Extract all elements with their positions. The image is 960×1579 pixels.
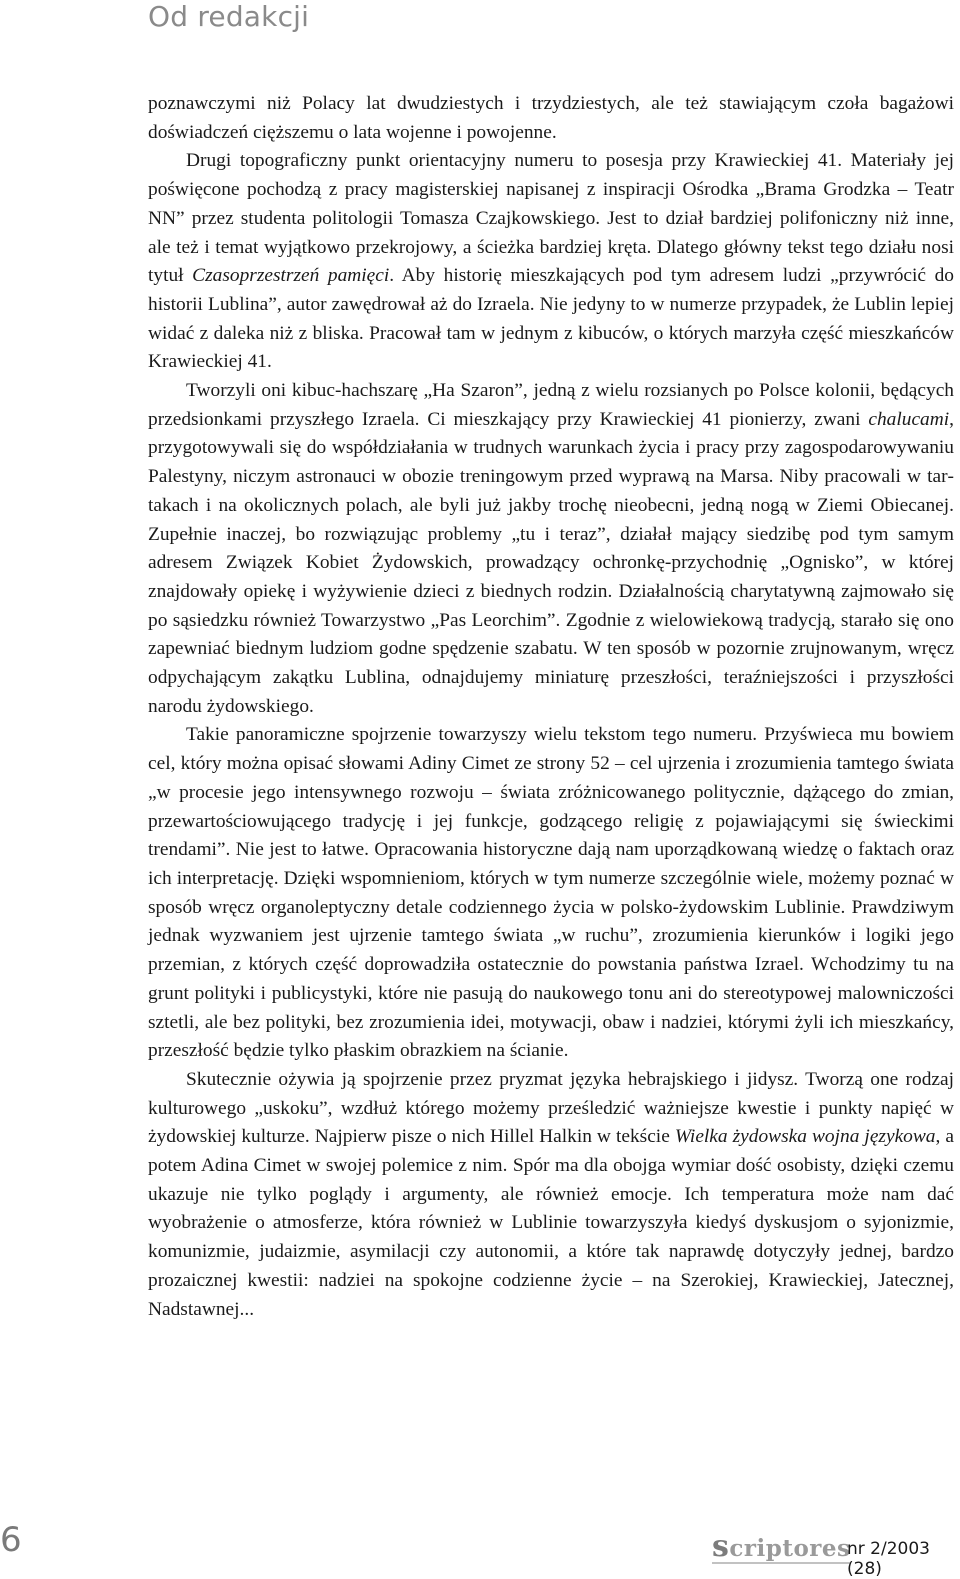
page-number: 6 bbox=[0, 1520, 22, 1560]
paragraph-1 bbox=[148, 90, 954, 147]
article-body bbox=[148, 90, 954, 1324]
paragraph-5-text-a: Skutecznie ożywia ją spojrzenie przez pryzmat języka hebrajskiego i jidysz. Tworzą one rodzaj kulturowego „uskoku”, wzdłuż którego możemy prześledzić ważniejsze kwestie i punkty napięć w żydowskiej kulturze. Najpierw pisze o nich Hillel Halkin w tekście bbox=[148, 1068, 954, 1148]
paragraph-5 bbox=[148, 1066, 954, 1324]
paragraph-3-italic-term: chalucami bbox=[868, 408, 950, 430]
paragraph-1-text: poznawczymi niż Polacy lat dwudziestych i trzydziestych, ale też stawiającym czoła bagażowi doświadczeń cięższemu o lata wojenne i powojenne. bbox=[148, 93, 954, 143]
paragraph-2 bbox=[148, 147, 954, 377]
paragraph-3 bbox=[148, 377, 954, 721]
scriptores-logo bbox=[712, 1529, 851, 1564]
section-title: Od redakcji bbox=[148, 0, 310, 33]
logo-initial: s bbox=[712, 1529, 730, 1564]
paragraph-5-italic-title: Wielka żydowska wojna językowa bbox=[674, 1126, 936, 1148]
logo-text: criptores bbox=[729, 1535, 851, 1562]
paragraph-4-text: Takie panoramiczne spojrzenie towarzyszy wielu tekstom tego numeru. Przyświeca mu bowiem cel, który można opisać słowami Adiny Cimet ze strony 52 – cel ujrzenia i zrozumienia tamtego świata „w procesie jego intensywnego rozwoju – świata zróżnicowanego politycznie, dążącego do zmian, przewartościowującego tradycję i jej funkcje, godzącego religię z pojawiającymi się świeckimi trendami”. Nie jest to łatwe. Opracowania historyczne dają nam uporządkowaną wiedzę o faktach oraz ich interpretację. Dzięki wspomnieniom, których w tym numerze szczególnie wiele, możemy poznać w sposób wręcz organoleptyczny detale codziennego życia w polsko-żydowskim Lublinie. Prawdziwym jednak wyzwaniem jest ujrzenie tamtego świata „w ruchu”, zrozumienia kierunków i logiki jego przemian, z których część doprowadziła ostatecznie do powstania państwa Izrael. Wchodzimy tu na grunt polityki i publicystyki, które nie pasują do naukowego tonu ani do stereotypowej malowniczości sztetli, ale bez polityki, bez zrozumienia idei, motywacji, obaw i nadziei, którymi żyli ich mieszkańcy, przeszłość będzie tylko płaskim obrazkiem na ścianie. bbox=[148, 724, 954, 1062]
paragraph-5-text-b: , a potem Adina Cimet w swojej polemice z nim. Spór ma dla obojga wymiar dość osobisty, dzięki czemu ukazuje nie tylko poglądy i argumenty, ale również emocje. Ich temperatura może nam dać wyobrażenie o atmosferze, która również w Lublinie towarzyszyła kiedyś dyskusjom o syjonizmie, komunizmie, judaizmie, asymilacji czy autonomii, a które tak naprawdę dotyczyły jednej, bardzo prozaicznej kwestii: nadziei na spokojne codzienne życie – na Szerokiej, Krawieckiej, Jatecznej, Nadstawnej... bbox=[148, 1126, 954, 1320]
paragraph-3-text-b: , przygotowywali się do współdziałania w trudnych warunkach życia i pracy przy zagospodarowywaniu Palestyny, niczym astronauci w obozie treningowym przed wyprawą na Marsa. Niby pracowali w tartakach i na okolicznych polach, ale byli już jakby trochę nieobecni, jedną nogą w Ziemi Obiecanej. Zupełnie inaczej, bo rozwiązując problemy „tu i teraz”, działał mający siedzibę pod tym samym adresem Związek Kobiet Żydowskich, prowadzący ochronkę-przychodnię „Ognisko”, w której znajdowały opiekę i wyżywienie dzieci z biednych rodzin. Działalnością charytatywną zajmowało się po sąsiedzku również Towarzystwo „Pas Leorchim”. Zgodnie z wielowiekową tradycją, starało się ono zapewniać biednym ludziom godne spędzenie szabatu. W ten sposób w pozornie zrujnowanym, wręcz odpychającym zakątku Lublina, odnajdujemy miniaturę przeszłości, teraźniejszości i przyszłości narodu żydowskiego. bbox=[148, 408, 954, 717]
paragraph-4 bbox=[148, 721, 954, 1065]
paragraph-2-italic-title: Czasoprzestrzeń pamięci bbox=[192, 265, 390, 287]
paragraph-3-text-a: Tworzyli oni kibuc-hachszarę „Ha Szaron”, jedną z wielu rozsianych po Polsce kolonii, będących przedsionkami przyszłego Izraela. Ci mieszkający przy Krawieckiej 41 pionierzy, zwani bbox=[148, 380, 954, 430]
paragraph-2-text-a: Drugi topograficzny punkt orientacyjny numeru to posesja przy Krawieckiej 41. Materiały jej poświęcone pochodzą z pracy magisterskiej napisanej z inspiracji Ośrodka „Brama Grodzka – Teatr NN” przez studenta politologii Tomasza Czajkowskiego. Jest to dział bardziej polifoniczny niż inne, ale też i temat wyjątkowo przekrojowy, a ścieżka bardziej kręta. Dlatego główny tekst tego działu nosi tytuł bbox=[148, 150, 954, 287]
paragraph-2-text-b: . Aby historię mieszkających pod tym adresem ludzi „przywrócić do historii Lublina”, autor zawędrował aż do Izraela. Nie jedyny to w numerze przypadek, że Lublin lepiej widać z daleka niż z bliska. Pracował tam w jednym z kibuców, o których marzyła część mieszkańców Krawieckiej 41. bbox=[148, 265, 954, 373]
issue-number: nr 2/2003 (28) bbox=[847, 1539, 930, 1579]
